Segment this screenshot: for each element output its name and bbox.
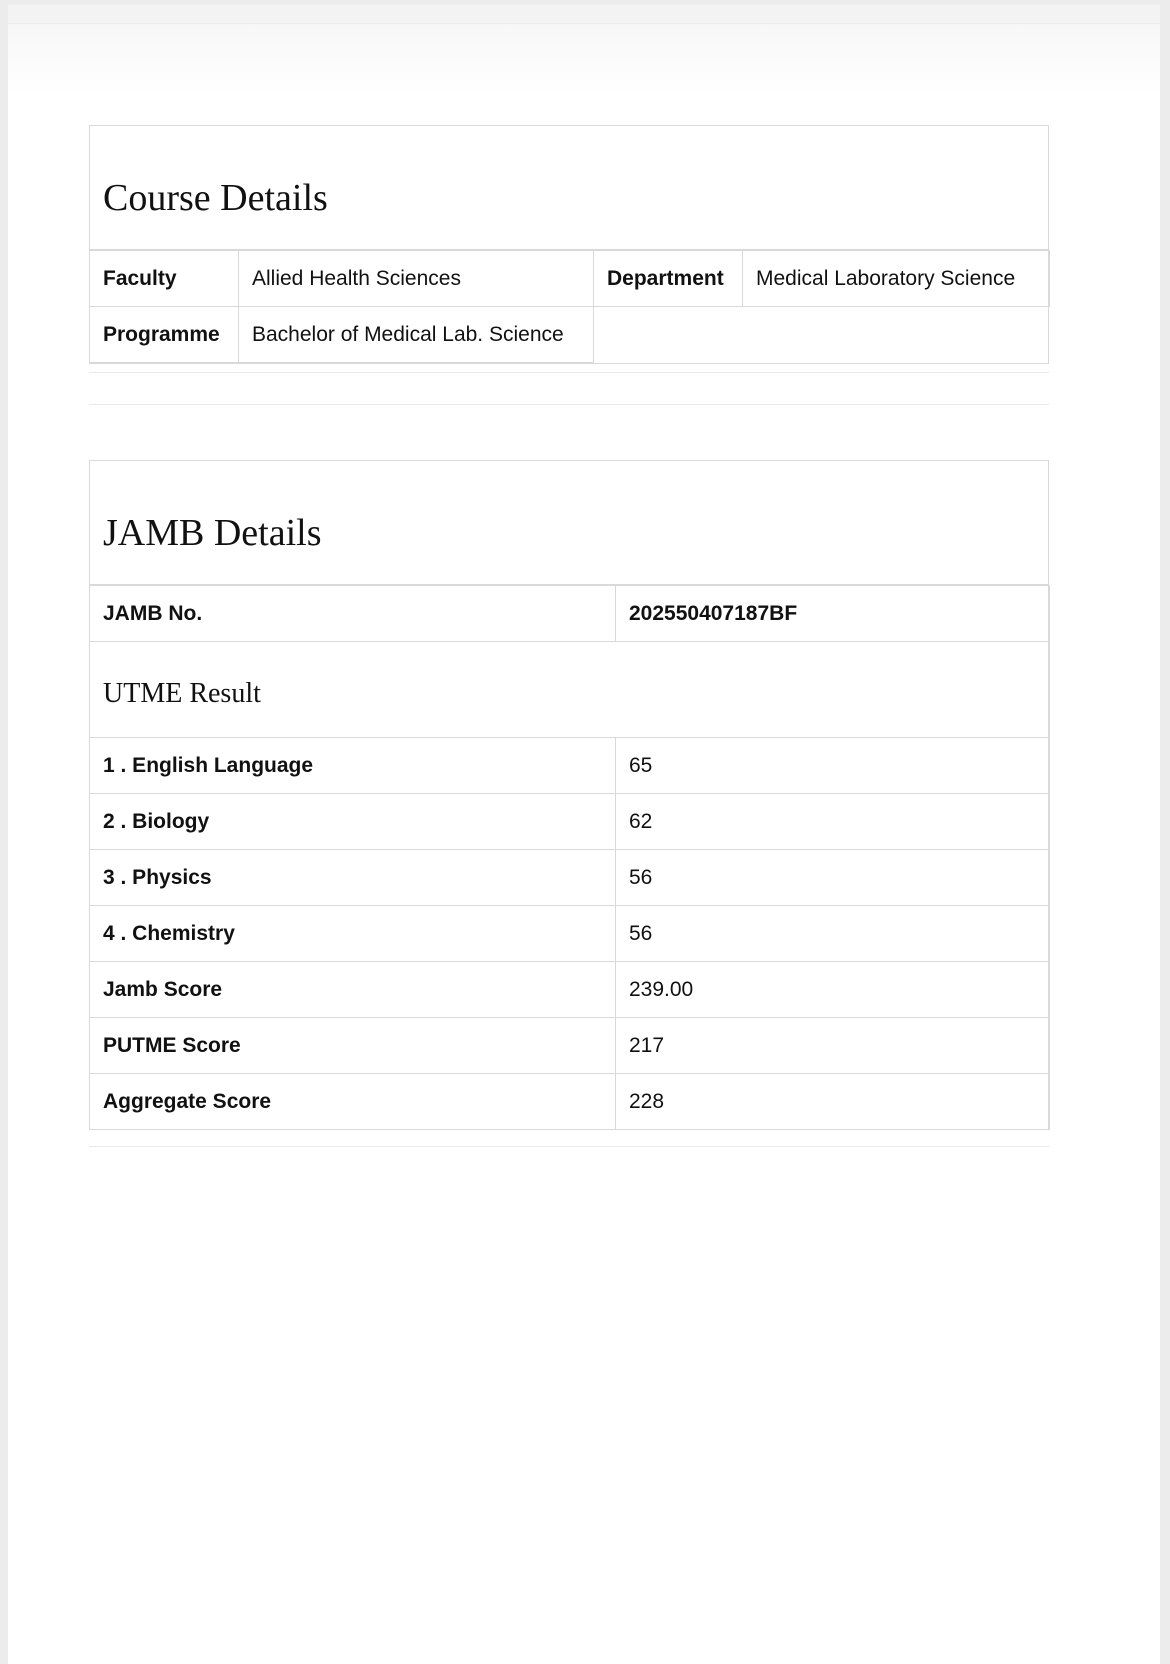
subject-label: 1 . English Language [90,738,616,794]
course-details-section [89,125,1049,364]
department-label: Department [594,251,743,307]
table-row [90,794,1050,850]
subject-label: 3 . Physics [90,850,616,906]
course-details-table [89,250,1050,363]
utme-heading-row [90,642,1050,738]
jamb-no-label: JAMB No. [90,586,616,642]
jamb-details-table [89,585,1050,1130]
document-sheet [8,24,1160,1664]
divider-line [89,372,1049,373]
empty-cell [594,307,1050,363]
subject-score: 62 [616,794,1050,850]
department-value: Medical Laboratory Science [743,251,1050,307]
divider-line [89,1146,1049,1147]
subject-label: 4 . Chemistry [90,906,616,962]
subject-score: 56 [616,850,1050,906]
faculty-label: Faculty [90,251,239,307]
subject-score: 65 [616,738,1050,794]
putme-score-row [90,1018,1050,1074]
top-page-edge [8,5,1160,23]
jamb-score-label: Jamb Score [90,962,616,1018]
jamb-details-title: JAMB Details [90,461,1048,585]
putme-score-value: 217 [616,1018,1050,1074]
aggregate-score-row [90,1074,1050,1130]
aggregate-score-value: 228 [616,1074,1050,1130]
jamb-number-row [90,586,1050,642]
utme-result-heading: UTME Result [90,642,1050,738]
course-row-faculty [90,251,1050,307]
table-row [90,906,1050,962]
putme-score-label: PUTME Score [90,1018,616,1074]
subject-label: 2 . Biology [90,794,616,850]
divider-line [89,404,1049,405]
course-row-programme [90,307,1050,363]
programme-value: Bachelor of Medical Lab. Science [239,307,594,363]
table-row [90,738,1050,794]
faculty-value: Allied Health Sciences [239,251,594,307]
jamb-no-value: 202550407187BF [616,586,1050,642]
course-details-title: Course Details [90,126,1048,250]
jamb-details-section [89,460,1049,1130]
programme-label: Programme [90,307,239,363]
jamb-score-value: 239.00 [616,962,1050,1018]
aggregate-score-label: Aggregate Score [90,1074,616,1130]
table-row [90,850,1050,906]
jamb-score-row [90,962,1050,1018]
subject-score: 56 [616,906,1050,962]
